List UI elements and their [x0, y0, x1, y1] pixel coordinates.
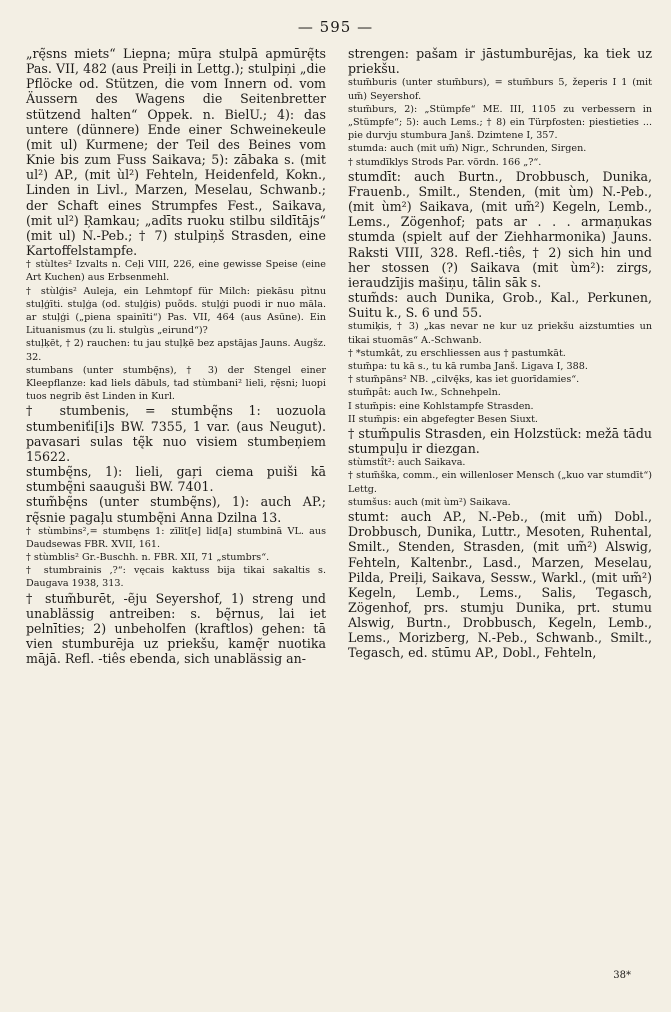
dictionary-entry: † stùmblis² Gr.-Buschh. n. FBR. XII, 71 „stumbrs“.	[26, 552, 270, 564]
dictionary-entry: stum̃pât: auch Iw., Schnehpeln.	[348, 387, 501, 399]
dictionary-entry: stumdīt: auch Burtn., Drobbusch, Dunika, Frauenb., Smilt., Stenden, (mit ùm) N.-Peb., (mit ùm²) Saikava, (mit um̃²) Kegeln, Lemb., Lems., Zögenhof; pats ar . . . armaņukas stumda (spielt auf der Ziehharmonika) Jauns. Raksti VIII, 328. Refl.-tiês, † 2) sich hin und her stossen (?) Saikava (mit ùm²): zirgs, ieraudzījis mašiņu, tālin sāk s.	[348, 168, 652, 290]
dictionary-entry: stumiķis, † 3) „kas nevar ne kur uz priekšu aizstumties un tikai stuomās“ A.-Schwanb.	[348, 321, 652, 346]
dictionary-entry: stumt: auch AP., N.-Peb., (mit um̃) Dobl., Drobbusch, Dunika, Luttr., Mesoten, Ruhental, Smilt., Stenden, Strasden, (mit um̃²) Alswig, Fehteln, Kaltenbr., Lasd., Marzen, Meselau, Pilda, Preiļi, Saikava, Sessw., Warkl., (mit um̃²) Kegeln, Lemb., Lems., Salis, Tegasch, Zögenhof, prs. stumju Dunika, prt. stumu Alswig, Burtn., Drobbusch, Kegeln, Lemb., Lems., Morizberg, N.-Peb., Schwanb., Smilt., Tegasch, ed. stūmu AP., Dobl., Fehteln,	[348, 509, 652, 661]
dictionary-entry: stuļķēt, † 2) rauchen: tu jau stuļķē bez apstājas Jauns. Augšz. 32.	[26, 338, 326, 363]
dictionary-entry: † stumbrainis ,?“: vęcais kaktuss bija tikai sakaltis s. Daugava 1938, 313.	[26, 565, 326, 590]
dictionary-entry: II stum̃pis: ein abgefegter Besen Siuxt.	[348, 413, 538, 425]
dictionary-entry: stum̃ds: auch Dunika, Grob., Kal., Perkunen, Suitu k., S. 6 und 55.	[348, 289, 652, 321]
dictionary-entry: stum̃bę̃ns (unter stumbę̃ns), 1): auch AP.; rę̃snie pagaļu stumbę̃ni Anna Dzilna 13.	[26, 494, 326, 525]
dictionary-entry: I stum̃pis: eine Kohlstampfe Strasden.	[348, 400, 534, 412]
dictionary-entry: stumbę̃ns, 1): lieli, gaŗi ciema puiši kā stumbę̃ni saauguši BW. 7401.	[26, 464, 326, 495]
dictionary-entry: „rę̃sns miets“ Liepna; mūŗa stulpā apmūrę̃ts Pas. VII, 482 (aus Preiļi in Lettg.); stulpiņi „die Pflöcke od. Stützen, die vom Innern od. vom Äussern des Wagens die Seitenbretter stützend halten“ Oppek. n. BielU.; 4): das untere (dünnere) Ende einer Schweinekeule (mit ul) Kurmene; der Teil des Beines vom Knie bis zum Fuss Saikava; 5): zābaka s. (mit ul²) AP., (mit ùl²) Fehteln, Heidenfeld, Kokn., Linden in Livl., Marzen, Meselau, Schwanb.; der Schaft eines Strumpfes Fest., Saikava, (mit ul²) Ŗamkau; „adīts ruoku stilbu sildītājs“ (mit ul) N.-Peb.; † 7) stulpiņš Strasden, eine Kartoffelstampfe.	[26, 46, 326, 259]
dictionary-entry: † stùltes² Izvalts n. Ceļi VIII, 226, eine gewisse Speise (eine Art Kuchen) aus Erbsenmehl.	[26, 259, 326, 284]
dictionary-entry: † stumdīklys Strods Par. vördn. 166 „?“.	[348, 156, 542, 168]
dictionary-entry: † stum̃pāns² NB. „cilvę̃ks, kas iet guorīdamies“.	[348, 374, 580, 386]
dictionary-entry: † stum̃burēt, -ẽju Seyershof, 1) streng und unablässig antreiben: s. bę̃rnus, lai iet pelnīties; 2) unbeholfen (kraftlos) gehen: tā vien stumburēja uz priekšu, kamę̃r nuotika mājā. Refl. -tiês ebenda, sich unablässig an-	[26, 590, 326, 667]
dictionary-entry: † *stumkât, zu erschliessen aus † pastumkāt.	[348, 347, 566, 359]
dictionary-entry: † stum̃pulis Strasden, ein Holzstück: mežā tādu stumpuļu ir diezgan.	[348, 425, 652, 457]
dictionary-entry: † stùlģis² Auleja, ein Lehmtopf für Milch: piekāsu pìtnu stuļģīti. stuļģa (od. stuļģis) puõds. stuļģi puodi ir nuo māla. ar stuļģi („piena spainīti“) Pas. VII, 464 (aus Asūne). Ein Lituanismus (zu li. stulgùs „eirund“)?	[26, 285, 326, 337]
page-number-value: 595	[319, 18, 352, 36]
dictionary-entry: stum̃buris (unter stum̃burs), = stum̃burs 5, žeperis I 1 (mit um̃) Seyershof.	[348, 77, 652, 102]
page-number: — 595 —	[297, 18, 374, 36]
dictionary-entry: † stum̃ška, comm., ein willenloser Mensch („kuo var stumdīt“) Lettg.	[348, 470, 652, 495]
dictionary-entry: stumšus: auch (mit ùm²) Saikava.	[348, 496, 511, 508]
left-column	[26, 46, 326, 666]
dictionary-entry: strengen: pašam ir jāstumburējas, ka tiek uz priekšu.	[348, 46, 652, 77]
dictionary-entry: † stùmbins²,= stumbęns 1: zīlīt[e] lid[a] stumbinā VL. aus Daudsewas FBR. XVII, 161.	[26, 525, 326, 550]
dictionary-entry: stumbans (unter stumbę̃ns), † 3) der Stengel einer Kleepflanze: kad liels dābuls, tad stùmbani² lieli, rę̃sni; luopi tuos negrib ēst Linden in Kurl.	[26, 364, 326, 403]
dictionary-entry: stumda: auch (mit um̃) Nigr., Schrunden, Sirgen.	[348, 143, 587, 155]
dictionary-entry: stum̃burs, 2): „Stümpfe“ ME. III, 1105 zu verbessern in „Stümpfe“; 5): auch Lems.; † 8) ein Türpfosten: piestieties ... pie durvju stumbura Janš. Dzimtene I, 357.	[348, 103, 652, 142]
dictionary-entry: stum̃pa: tu kā s., tu kā rumba Janš. Ligava I, 388.	[348, 360, 588, 372]
dictionary-entry: stùmstît²: auch Saikava.	[348, 457, 466, 469]
signature-mark: 38*	[613, 970, 631, 981]
dictionary-entry: † stumbenis, = stumbę̃ns 1: uozuola stumbeniťi[i]s BW. 7355, 1 var. (aus Neugut). pavasari sulas tę̃k nuo visiem stumbeņiem 15622.	[26, 403, 326, 464]
right-column	[348, 46, 652, 661]
